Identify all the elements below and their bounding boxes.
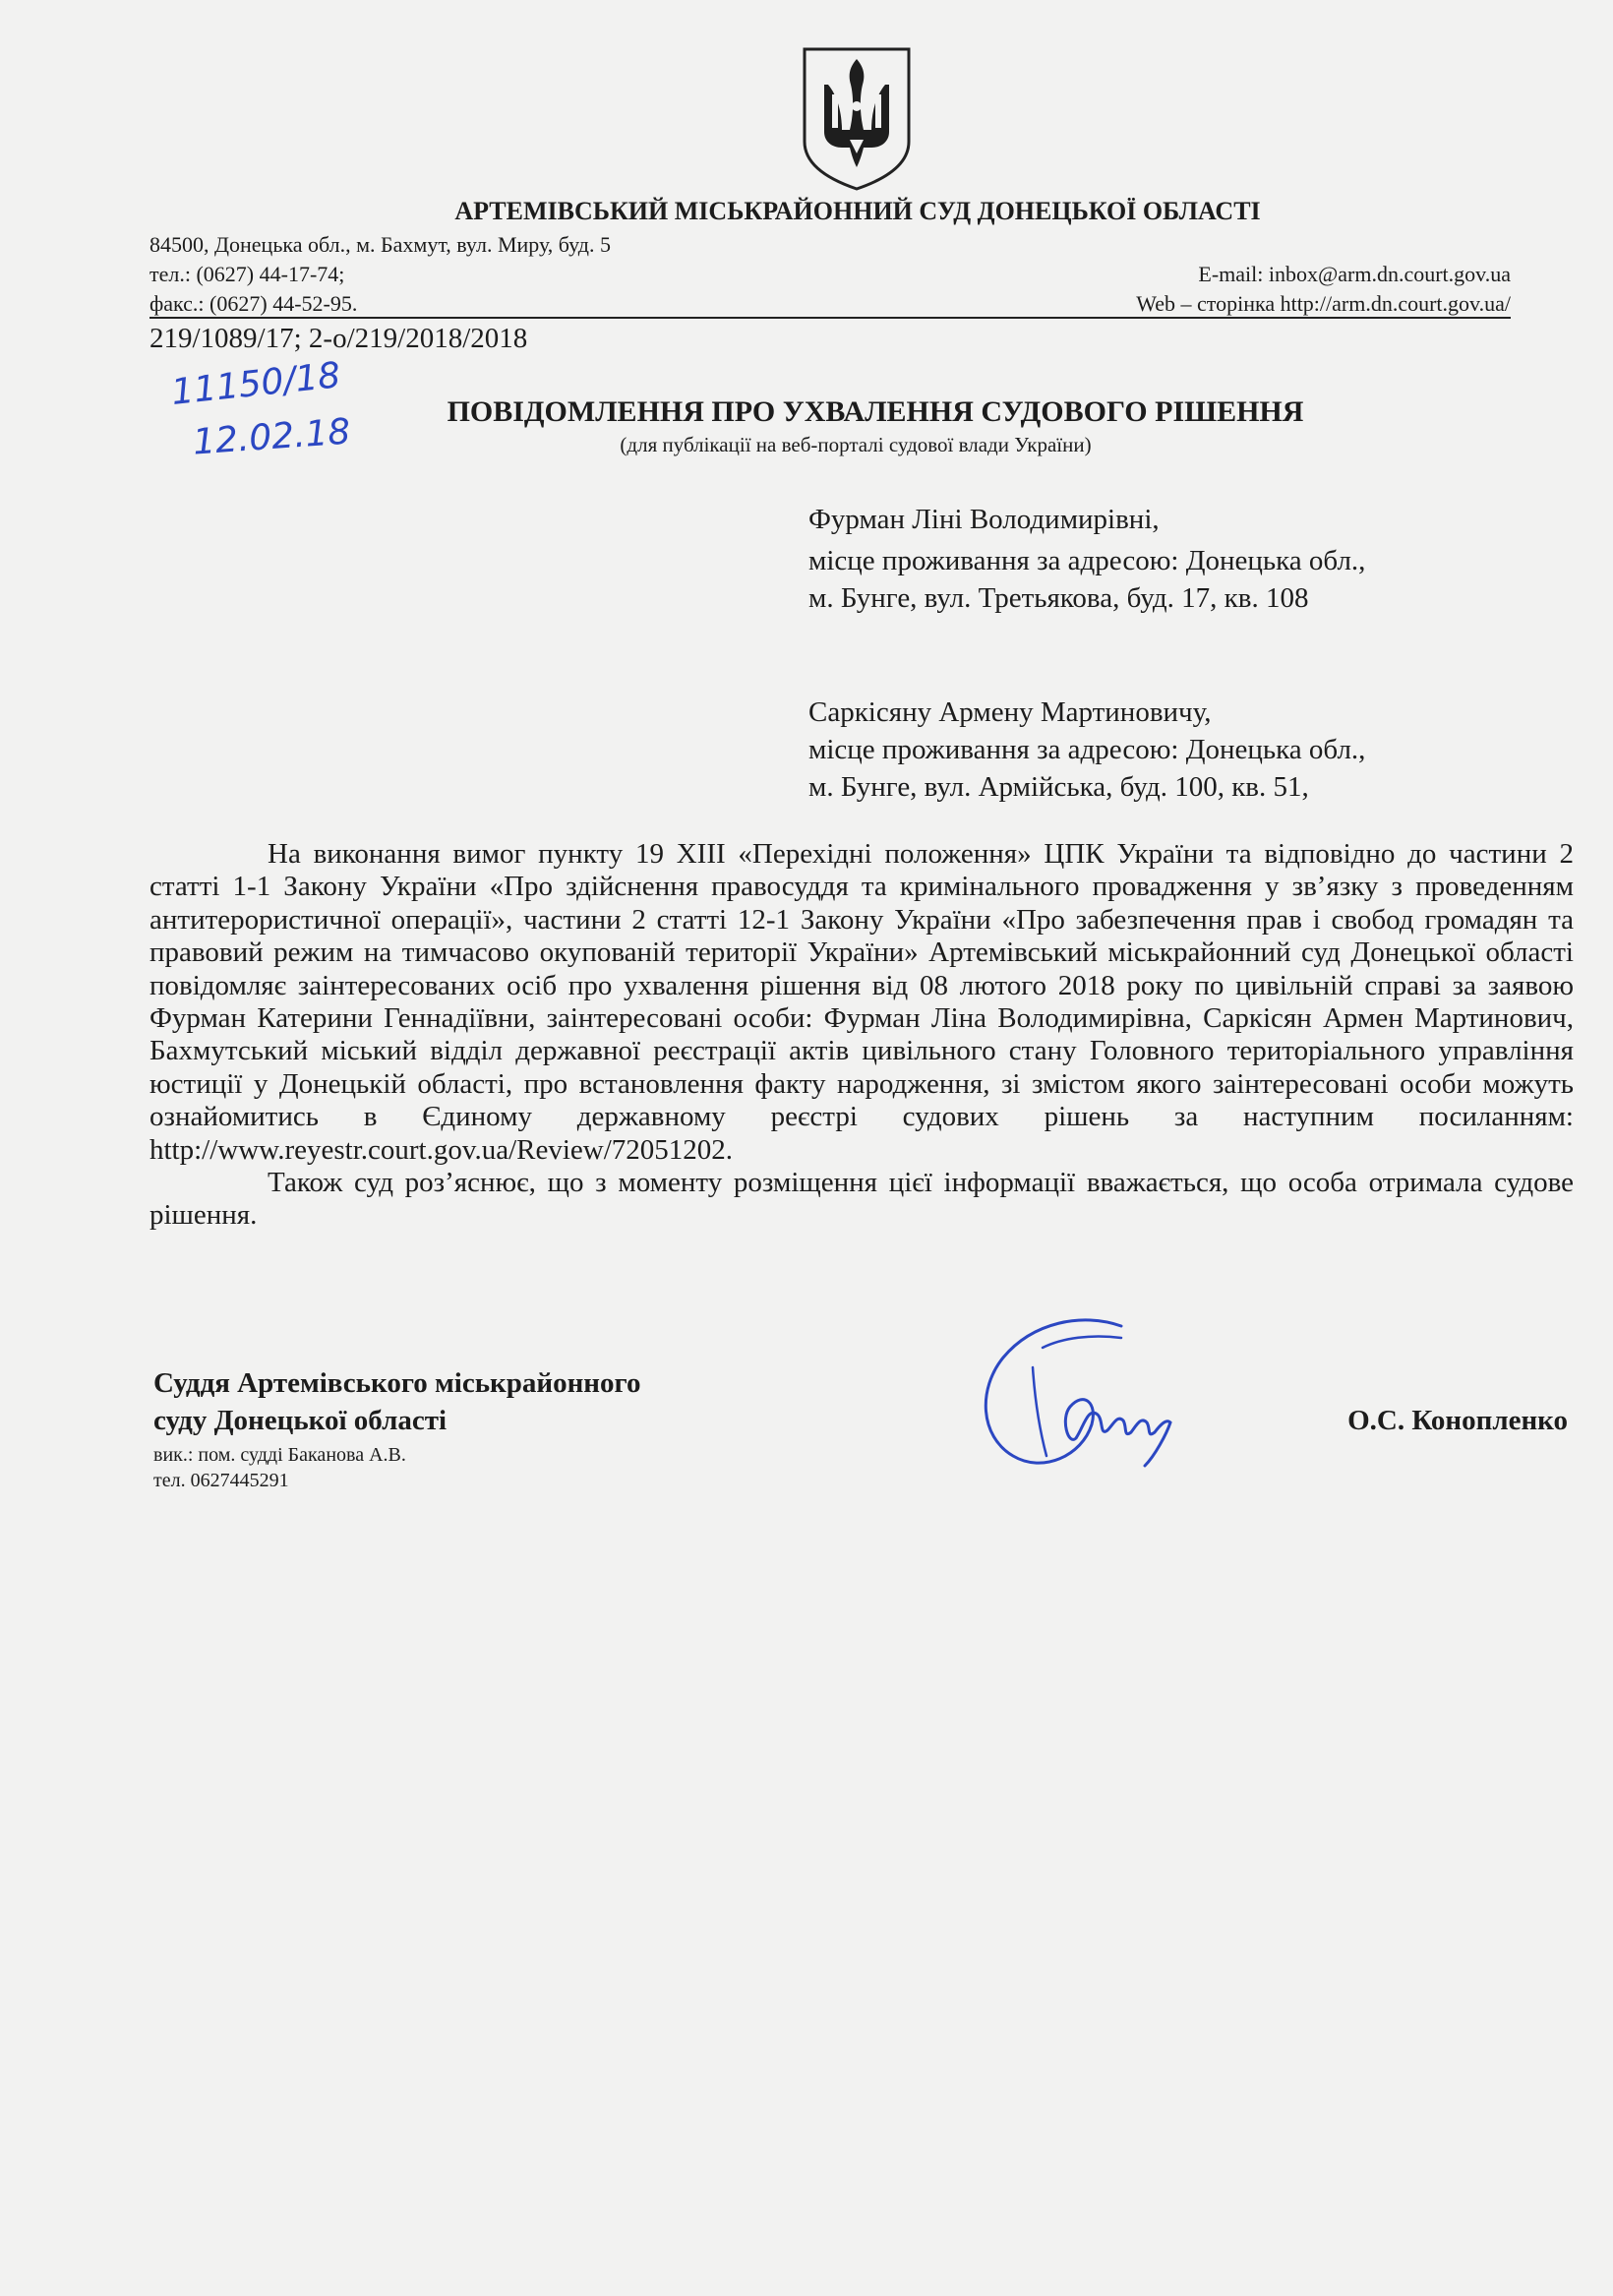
tryzub-coat-of-arms-icon xyxy=(799,45,915,193)
notice-title: ПОВІДОМЛЕННЯ ПРО УХВАЛЕННЯ СУДОВОГО РІШЕННЯ xyxy=(447,395,1304,428)
judge-name: О.С. Конопленко xyxy=(1347,1405,1568,1436)
handwritten-signature xyxy=(974,1308,1210,1495)
court-email: E-mail: inbox@arm.dn.court.gov.ua xyxy=(1198,262,1511,286)
judge-title-line-2: суду Донецької області xyxy=(153,1405,448,1436)
judge-title-line-1: Суддя Артемівського міськрайонного xyxy=(153,1367,641,1399)
court-fax: факс.: (0627) 44-52-95. xyxy=(149,291,358,316)
acting-assistant: вик.: пом. судді Баканова А.В. xyxy=(153,1444,406,1466)
court-phone: тел.: (0627) 44-17-74; xyxy=(149,262,345,286)
court-website: Web – сторінка http://arm.dn.court.gov.ua/ xyxy=(1136,291,1511,316)
handwritten-date: 12.02.18 xyxy=(191,411,352,463)
recipient-1-name: Фурман Ліні Володимирівні, xyxy=(808,504,1160,535)
notice-body xyxy=(149,838,1574,1233)
recipient-1-address: м. Бунге, вул. Третьякова, буд. 17, кв. 108 xyxy=(808,582,1309,614)
case-number: 219/1089/17; 2-о/219/2018/2018 xyxy=(149,323,528,354)
handwritten-reg-number: 11150/18 xyxy=(169,355,343,413)
recipient-1-address-label: місце проживання за адресою: Донецька обл., xyxy=(808,545,1366,576)
body-paragraph: Також суд роз’яснює, що з моменту розміщення цієї інформації вважається, що особа отримала судове рішення. xyxy=(149,1167,1574,1232)
court-name: АРТЕМІВСЬКИЙ МІСЬКРАЙОННИЙ СУД ДОНЕЦЬКОЇ ОБЛАСТІ xyxy=(454,197,1261,225)
recipient-2-address-label: місце проживання за адресою: Донецька обл., xyxy=(808,734,1366,765)
notice-subtitle: (для публікації на веб-порталі судової влади України) xyxy=(620,433,1092,456)
contact-phone: тел. 0627445291 xyxy=(153,1470,289,1491)
recipient-2-address: м. Бунге, вул. Армійська, буд. 100, кв. 51, xyxy=(808,771,1309,803)
header-divider xyxy=(149,317,1511,319)
court-address: 84500, Донецька обл., м. Бахмут, вул. Миру, буд. 5 xyxy=(149,232,611,257)
body-paragraph: На виконання вимог пункту 19 ХІІІ «Перехідні положення» ЦПК України та відповідно до частини 2 статті 1-1 Закону України «Про здійснення правосуддя та кримінального провадження у зв’язку з проведенням антитерористичної операції», частини 2 статті 12-1 Закону України «Про забезпечення прав і свобод громадян та правовий режим на тимчасово окупованій території України» Артемівський міськрайонний суд Донецької області повідомляє заінтересованих осіб про ухвалення рішення від 08 лютого 2018 року по цивільній справі за заявою Фурман Катерини Геннадіївни, заінтересовані особи: Фурман Ліна Володимирівна, Саркісян Армен Мартинович, Бахмутський міський відділ державної реєстрації актів цивільного стану Головного територіального управління юстиції у Донецькій області, про встановлення факту народження, зі змістом якого заінтересовані особи можуть ознайомитись в Єдиному державному реєстрі судових рішень за наступним посиланням: http://www.reyestr.court.gov.ua/Review/72051202. xyxy=(149,838,1574,1166)
recipient-2-name: Саркісяну Армену Мартиновичу, xyxy=(808,696,1212,728)
